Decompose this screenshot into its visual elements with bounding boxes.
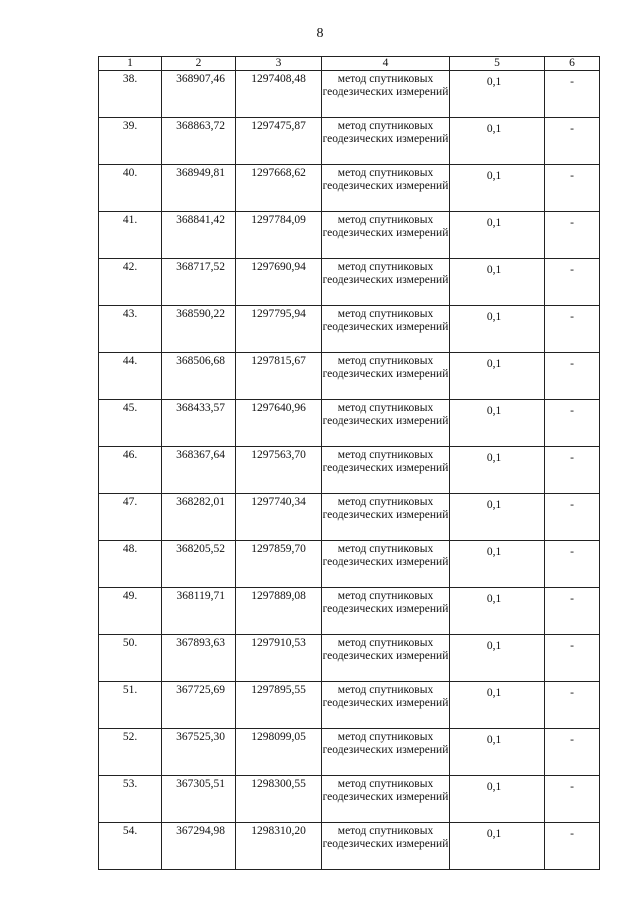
x-coordinate-cell: 368433,57 [162,400,236,447]
table-row [99,259,600,306]
table-row [99,541,600,588]
method-cell: метод спутниковых геодезических измерений [322,682,450,729]
y-coordinate-cell: 1297740,34 [236,494,322,541]
point-number-cell: 51. [99,682,162,729]
table-row [99,165,600,212]
point-number-cell: 54. [99,823,162,870]
point-number-cell: 46. [99,447,162,494]
column-header-1: 1 [99,57,162,71]
note-cell: - [545,776,600,823]
table-row [99,776,600,823]
y-coordinate-cell: 1297475,87 [236,118,322,165]
column-header-6: 6 [545,57,600,71]
x-coordinate-cell: 367725,69 [162,682,236,729]
point-number-cell: 48. [99,541,162,588]
method-cell: метод спутниковых геодезических измерений [322,306,450,353]
method-cell: метод спутниковых геодезических измерений [322,447,450,494]
point-number-cell: 52. [99,729,162,776]
method-cell: метод спутниковых геодезических измерений [322,118,450,165]
note-cell: - [545,71,600,118]
table-row [99,212,600,259]
column-header-2: 2 [162,57,236,71]
note-cell: - [545,541,600,588]
note-cell: - [545,588,600,635]
y-coordinate-cell: 1297795,94 [236,306,322,353]
point-number-cell: 40. [99,165,162,212]
point-number-cell: 41. [99,212,162,259]
method-cell: метод спутниковых геодезических измерений [322,165,450,212]
table-row [99,729,600,776]
point-number-cell: 53. [99,776,162,823]
table-row [99,494,600,541]
point-number-cell: 49. [99,588,162,635]
method-cell: метод спутниковых геодезических измерений [322,729,450,776]
x-coordinate-cell: 368717,52 [162,259,236,306]
y-coordinate-cell: 1297690,94 [236,259,322,306]
y-coordinate-cell: 1297859,70 [236,541,322,588]
note-cell: - [545,400,600,447]
accuracy-cell: 0,1 [450,447,545,494]
method-cell: метод спутниковых геодезических измерений [322,353,450,400]
method-cell: метод спутниковых геодезических измерений [322,776,450,823]
accuracy-cell: 0,1 [450,729,545,776]
method-cell: метод спутниковых геодезических измерений [322,259,450,306]
method-cell: метод спутниковых геодезических измерений [322,212,450,259]
x-coordinate-cell: 368590,22 [162,306,236,353]
note-cell: - [545,259,600,306]
x-coordinate-cell: 368863,72 [162,118,236,165]
column-header-5: 5 [450,57,545,71]
note-cell: - [545,823,600,870]
x-coordinate-cell: 368949,81 [162,165,236,212]
point-number-cell: 42. [99,259,162,306]
note-cell: - [545,635,600,682]
accuracy-cell: 0,1 [450,682,545,729]
table-row [99,682,600,729]
accuracy-cell: 0,1 [450,823,545,870]
coordinates-table [98,56,600,870]
accuracy-cell: 0,1 [450,71,545,118]
table-row [99,635,600,682]
method-cell: метод спутниковых геодезических измерений [322,541,450,588]
y-coordinate-cell: 1298310,20 [236,823,322,870]
page-number: 8 [316,26,324,41]
accuracy-cell: 0,1 [450,212,545,259]
x-coordinate-cell: 368506,68 [162,353,236,400]
accuracy-cell: 0,1 [450,541,545,588]
table-row [99,71,600,118]
table-row [99,118,600,165]
note-cell: - [545,494,600,541]
accuracy-cell: 0,1 [450,306,545,353]
table-row [99,400,600,447]
method-cell: метод спутниковых геодезических измерений [322,494,450,541]
point-number-cell: 45. [99,400,162,447]
accuracy-cell: 0,1 [450,118,545,165]
point-number-cell: 44. [99,353,162,400]
point-number-cell: 43. [99,306,162,353]
note-cell: - [545,306,600,353]
y-coordinate-cell: 1297668,62 [236,165,322,212]
method-cell: метод спутниковых геодезических измерений [322,400,450,447]
x-coordinate-cell: 368205,52 [162,541,236,588]
column-header-3: 3 [236,57,322,71]
y-coordinate-cell: 1298300,55 [236,776,322,823]
note-cell: - [545,447,600,494]
accuracy-cell: 0,1 [450,353,545,400]
x-coordinate-cell: 368282,01 [162,494,236,541]
accuracy-cell: 0,1 [450,259,545,306]
table-row [99,588,600,635]
note-cell: - [545,212,600,259]
y-coordinate-cell: 1297910,53 [236,635,322,682]
x-coordinate-cell: 367893,63 [162,635,236,682]
accuracy-cell: 0,1 [450,776,545,823]
method-cell: метод спутниковых геодезических измерений [322,635,450,682]
note-cell: - [545,353,600,400]
table-row [99,353,600,400]
accuracy-cell: 0,1 [450,588,545,635]
y-coordinate-cell: 1297895,55 [236,682,322,729]
accuracy-cell: 0,1 [450,494,545,541]
x-coordinate-cell: 368119,71 [162,588,236,635]
y-coordinate-cell: 1297889,08 [236,588,322,635]
note-cell: - [545,165,600,212]
x-coordinate-cell: 367305,51 [162,776,236,823]
table-row [99,306,600,353]
y-coordinate-cell: 1297815,67 [236,353,322,400]
point-number-cell: 38. [99,71,162,118]
y-coordinate-cell: 1297408,48 [236,71,322,118]
y-coordinate-cell: 1297784,09 [236,212,322,259]
method-cell: метод спутниковых геодезических измерений [322,71,450,118]
column-header-4: 4 [322,57,450,71]
point-number-cell: 39. [99,118,162,165]
accuracy-cell: 0,1 [450,400,545,447]
x-coordinate-cell: 367525,30 [162,729,236,776]
method-cell: метод спутниковых геодезических измерений [322,823,450,870]
table-row [99,447,600,494]
table-header-row [99,57,600,71]
point-number-cell: 47. [99,494,162,541]
table-row [99,823,600,870]
y-coordinate-cell: 1298099,05 [236,729,322,776]
x-coordinate-cell: 368367,64 [162,447,236,494]
note-cell: - [545,682,600,729]
note-cell: - [545,118,600,165]
x-coordinate-cell: 367294,98 [162,823,236,870]
point-number-cell: 50. [99,635,162,682]
y-coordinate-cell: 1297640,96 [236,400,322,447]
x-coordinate-cell: 368907,46 [162,71,236,118]
accuracy-cell: 0,1 [450,165,545,212]
method-cell: метод спутниковых геодезических измерений [322,588,450,635]
note-cell: - [545,729,600,776]
y-coordinate-cell: 1297563,70 [236,447,322,494]
x-coordinate-cell: 368841,42 [162,212,236,259]
accuracy-cell: 0,1 [450,635,545,682]
